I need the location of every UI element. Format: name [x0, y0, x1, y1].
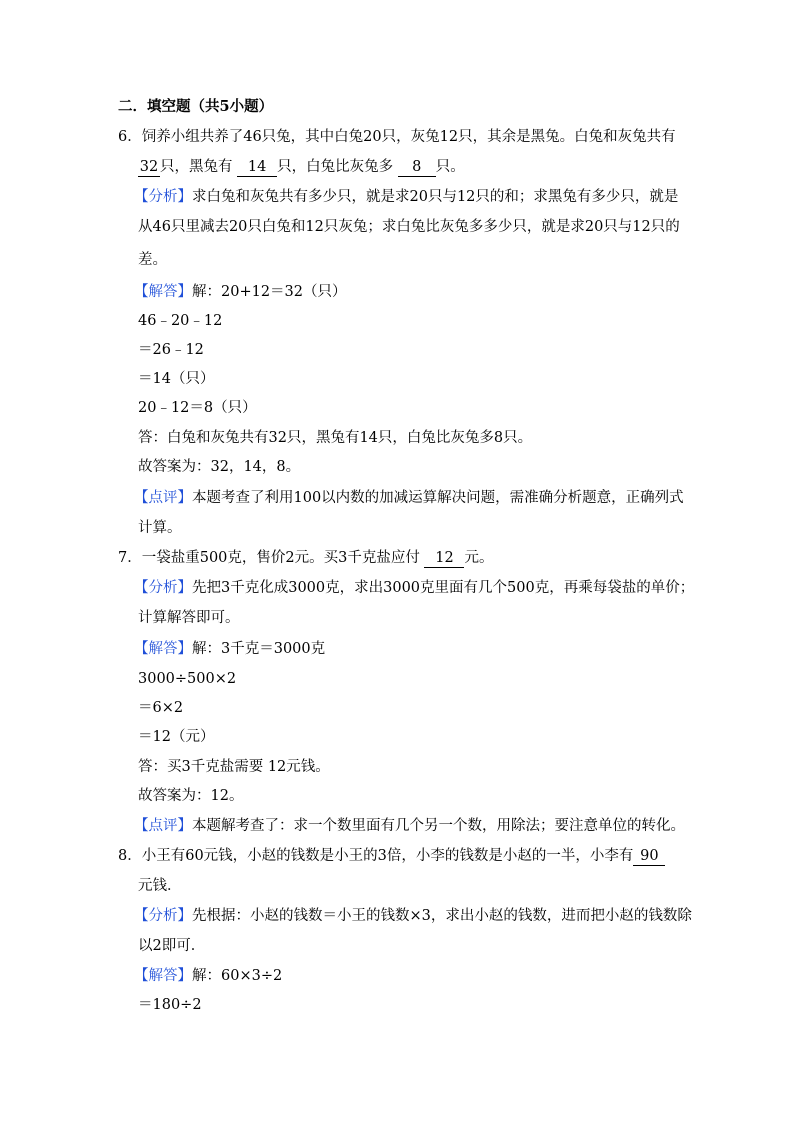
q8-analysis-line-2: 以2即可．: [138, 938, 206, 954]
q8-stem-line-1: [118, 846, 665, 866]
analysis-tag: 【分析】: [134, 189, 192, 205]
q7-solution-line-3: ＝6×2: [138, 700, 184, 716]
q6-solution-line-3: ＝26﹣12: [138, 342, 204, 358]
comment-tag: 【点评】: [134, 818, 192, 834]
q7-analysis-text-1: 先把3千克化成3000克，求出3000克里面有几个500克，再乘每袋盐的单价；: [192, 580, 695, 596]
q7-stem: [118, 548, 493, 568]
q8-solution-text-1: 解：60×3÷2: [192, 968, 283, 984]
q6-comment-text-1: 本题考查了利用100以内数的加减运算解决问题，需准确分析题意，正确列式: [192, 490, 684, 506]
q8-stem-line-2: 元钱．: [138, 878, 182, 894]
q6-comment-line-2: 计算。: [138, 520, 182, 536]
q6-stem-line-1: 6．饲养小组共养了46只兔，其中白兔20只，灰兔12只，其余是黑兔。白兔和灰兔共有: [118, 129, 676, 145]
q7-stem-text: 7．一袋盐重500克，售价2元。买3千克盐应付: [118, 550, 420, 566]
q7-solution-line-4: ＝12（元）: [138, 729, 215, 745]
q7-solution-line-2: 3000÷500×2: [138, 671, 237, 687]
q8-answer-blank: 90: [633, 848, 665, 866]
q6-solution-text-1: 解：20+12＝32（只）: [192, 284, 347, 300]
q6-solution-line-1: [134, 282, 347, 302]
q7-stem-tail: 元。: [464, 550, 494, 566]
q7-answer-line: 答：买3千克盐需要 12元钱。: [138, 759, 330, 775]
section-title: 二．填空题（共5小题）: [118, 98, 274, 115]
q6-answer-blank-2: 14: [237, 159, 277, 177]
q6-comment-line-1: [134, 488, 684, 508]
q6-final-answer: 故答案为：32，14，8。: [138, 459, 301, 475]
q8-solution-line-2: ＝180÷2: [138, 997, 202, 1013]
q6-answer-line: 答：白兔和灰兔共有32只，黑兔有14只，白兔比灰兔多8只。: [138, 430, 533, 446]
solution-tag: 【解答】: [134, 284, 192, 300]
q6-text-3: 只。: [435, 159, 465, 175]
q7-comment-line-1: [134, 816, 685, 836]
q6-answer-blank-1: 32: [139, 159, 159, 175]
q7-solution-text-1: 解：3千克＝3000克: [192, 641, 326, 657]
analysis-tag: 【分析】: [134, 908, 192, 924]
q6-answer-blank-3: 8: [398, 159, 436, 177]
q6-analysis-line-2: 从46只里减去20只白兔和12只灰兔；求白兔比灰兔多多少只，就是求20只与12只的: [138, 219, 680, 235]
q6-analysis-line-1: [134, 187, 678, 207]
q8-analysis-line-1: [134, 906, 692, 926]
q8-solution-line-1: [134, 966, 282, 986]
q6-text-1: 只，黑兔有: [160, 159, 233, 175]
solution-tag: 【解答】: [134, 641, 192, 657]
q7-comment-text-1: 本题解考查了：求一个数里面有几个另一个数，用除法；要注意单位的转化。: [192, 818, 685, 834]
solution-tag: 【解答】: [134, 968, 192, 984]
q6-solution-line-4: ＝14（只）: [138, 371, 215, 387]
q8-stem-text: 8．小王有60元钱，小赵的钱数是小王的3倍，小李的钱数是小赵的一半，小李有: [118, 848, 634, 864]
q6-analysis-text-1: 求白兔和灰兔共有多少只，就是求20只与12只的和；求黑兔有多少只，就是: [192, 189, 679, 205]
comment-tag: 【点评】: [134, 490, 192, 506]
q6-analysis-line-3: 差。: [138, 252, 167, 268]
q7-analysis-line-2: 计算解答即可。: [138, 610, 240, 626]
q7-final-answer: 故答案为：12。: [138, 788, 244, 804]
q7-answer-blank: 12: [424, 550, 464, 568]
q7-solution-line-1: [134, 639, 325, 659]
q7-analysis-line-1: [134, 578, 694, 598]
q8-analysis-text-1: 先根据：小赵的钱数＝小王的钱数×3，求出小赵的钱数，进而把小赵的钱数除: [192, 908, 692, 924]
q6-stem-line-2: [138, 157, 465, 177]
analysis-tag: 【分析】: [134, 580, 192, 596]
q6-solution-line-5: 20﹣12＝8（只）: [138, 400, 257, 416]
q6-solution-line-2: 46﹣20﹣12: [138, 313, 223, 329]
q6-text-2: 只，白兔比灰兔多: [277, 159, 394, 175]
